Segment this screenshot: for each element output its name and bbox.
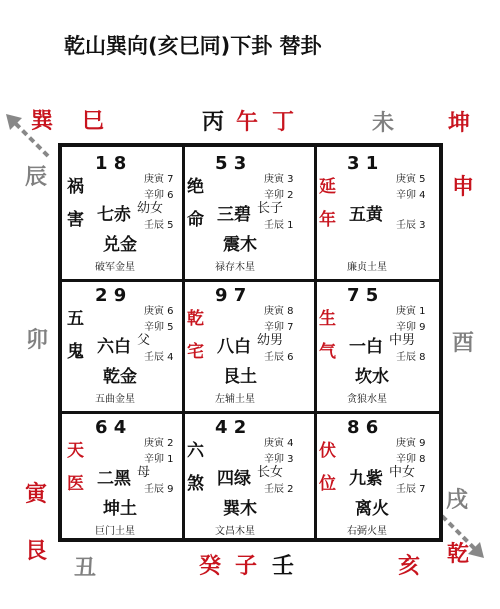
palace-numbers: 9 7 <box>215 285 247 306</box>
palace-numbers: 2 9 <box>95 285 127 306</box>
palace-label-top: 生 <box>319 309 336 329</box>
label-gui: 癸 <box>199 554 222 579</box>
row-xinmao: 辛卯 7 <box>264 322 294 333</box>
row-renchen: 壬辰 8 <box>396 352 426 363</box>
label-shen: 申 <box>452 175 475 200</box>
star-name: 廉贞土星 <box>347 262 387 273</box>
star-name: 五曲金星 <box>95 394 135 405</box>
label-ren: 壬 <box>272 554 295 579</box>
row-xinmao: 辛卯 4 <box>396 190 426 201</box>
row-xinmao: 辛卯 8 <box>396 454 426 465</box>
star-name: 文昌木星 <box>215 526 255 537</box>
palace-label-bottom: 鬼 <box>67 342 84 362</box>
palace-label-top: 六 <box>187 441 204 461</box>
palace-label-bottom: 害 <box>67 210 84 230</box>
palace-cell-e <box>315 279 433 407</box>
family-role: 母 <box>137 465 151 480</box>
family-role: 中女 <box>389 465 416 480</box>
palace-label-top: 绝 <box>187 177 204 197</box>
label-chou: 丑 <box>74 556 97 581</box>
palace-star: 三碧 <box>217 205 251 225</box>
palace-label-top: 祸 <box>67 177 84 197</box>
star-name: 贪狼水星 <box>347 394 387 405</box>
palace-label-bottom: 年 <box>319 210 336 230</box>
label-hai: 亥 <box>398 554 421 579</box>
family-role: 幼男 <box>257 333 284 348</box>
row-xinmao: 辛卯 5 <box>144 322 174 333</box>
palace-numbers: 4 2 <box>215 417 247 438</box>
palace-numbers: 5 3 <box>215 153 247 174</box>
star-name: 破军金星 <box>95 262 135 273</box>
palace-label-bottom: 宅 <box>187 342 204 362</box>
palace-star: 一白 <box>349 337 383 357</box>
palace-cell-ne <box>315 147 433 275</box>
row-gengyin: 庚寅 2 <box>144 438 174 449</box>
label-xun: 巽 <box>31 109 54 134</box>
palace-label-bottom: 命 <box>187 210 204 230</box>
palace-star: 二黑 <box>97 469 131 489</box>
star-name: 右弼火星 <box>347 526 387 537</box>
row-gengyin: 庚寅 3 <box>264 174 294 185</box>
palace-star: 九紫 <box>349 469 383 489</box>
palace-star: 四绿 <box>217 469 251 489</box>
row-gengyin: 庚寅 7 <box>144 174 174 185</box>
row-renchen: 壬辰 1 <box>264 220 294 231</box>
palace-trigram: 兑金 <box>103 235 137 255</box>
palace-cell-center <box>183 279 301 407</box>
palace-star: 五黄 <box>349 205 383 225</box>
label-ding: 丁 <box>272 110 295 135</box>
family-role: 中男 <box>389 333 416 348</box>
palace-trigram: 巽木 <box>223 499 257 519</box>
palace-label-bottom: 医 <box>67 474 84 494</box>
family-role: 幼女 <box>137 201 164 216</box>
palace-trigram: 坎水 <box>355 367 389 387</box>
row-xinmao: 辛卯 9 <box>396 322 426 333</box>
palace-star: 六白 <box>97 337 131 357</box>
label-kun: 坤 <box>448 111 471 136</box>
family-role: 长女 <box>257 465 284 480</box>
row-xinmao: 辛卯 2 <box>264 190 294 201</box>
row-renchen: 壬辰 6 <box>264 352 294 363</box>
row-xinmao: 辛卯 6 <box>144 190 174 201</box>
row-xinmao: 辛卯 3 <box>264 454 294 465</box>
palace-trigram: 艮土 <box>223 367 257 387</box>
family-role: 长子 <box>257 201 284 216</box>
row-gengyin: 庚寅 9 <box>396 438 426 449</box>
label-zi: 子 <box>235 554 258 579</box>
palace-trigram: 乾金 <box>103 367 137 387</box>
label-mao: 卯 <box>26 328 49 353</box>
label-chen: 辰 <box>25 165 48 190</box>
palace-label-bottom: 煞 <box>187 474 204 494</box>
palace-label-bottom: 气 <box>319 342 336 362</box>
palace-numbers: 1 8 <box>95 153 127 174</box>
palace-cell-w <box>63 279 181 407</box>
label-gen: 艮 <box>25 539 48 564</box>
label-si: 巳 <box>82 109 105 134</box>
row-renchen: 壬辰 9 <box>144 484 174 495</box>
palace-star: 八白 <box>217 337 251 357</box>
row-gengyin: 庚寅 6 <box>144 306 174 317</box>
arrow-northwest-icon <box>0 108 60 168</box>
palace-cell-sw <box>63 411 181 539</box>
palace-trigram: 离火 <box>355 499 389 519</box>
palace-numbers: 7 5 <box>347 285 379 306</box>
palace-numbers: 3 1 <box>347 153 379 174</box>
row-gengyin: 庚寅 4 <box>264 438 294 449</box>
label-wu: 午 <box>236 110 259 135</box>
palace-trigram: 坤土 <box>103 499 137 519</box>
row-gengyin: 庚寅 5 <box>396 174 426 185</box>
palace-cell-s <box>183 411 301 539</box>
arrow-southeast-icon <box>438 512 498 572</box>
label-qian: 乾 <box>447 542 470 567</box>
row-gengyin: 庚寅 1 <box>396 306 426 317</box>
label-wei: 未 <box>372 111 395 136</box>
row-renchen: 壬辰 7 <box>396 484 426 495</box>
row-renchen: 壬辰 3 <box>396 220 426 231</box>
label-bing: 丙 <box>202 110 225 135</box>
family-role: 父 <box>137 333 151 348</box>
palace-label-top: 伏 <box>319 441 336 461</box>
palace-cell-nw <box>63 147 181 275</box>
star-name: 禄存木星 <box>215 262 255 273</box>
row-renchen: 壬辰 2 <box>264 484 294 495</box>
star-name: 左辅土星 <box>215 394 255 405</box>
label-you: 酉 <box>452 331 475 356</box>
palace-label-bottom: 位 <box>319 474 336 494</box>
row-renchen: 壬辰 5 <box>144 220 174 231</box>
palace-numbers: 8 6 <box>347 417 379 438</box>
star-name: 巨门土星 <box>95 526 135 537</box>
row-gengyin: 庚寅 8 <box>264 306 294 317</box>
label-yin: 寅 <box>25 482 48 507</box>
row-xinmao: 辛卯 1 <box>144 454 174 465</box>
label-xu: 戌 <box>446 488 469 513</box>
palace-star: 七赤 <box>97 205 131 225</box>
palace-label-top: 天 <box>67 441 84 461</box>
palace-label-top: 乾 <box>187 309 204 329</box>
palace-trigram: 震木 <box>223 235 257 255</box>
chart-title: 乾山巽向(亥巳同)下卦 替卦 <box>64 34 322 58</box>
palace-cell-n <box>183 147 301 275</box>
palace-label-top: 延 <box>319 177 336 197</box>
row-renchen: 壬辰 4 <box>144 352 174 363</box>
palace-numbers: 6 4 <box>95 417 127 438</box>
palace-cell-se <box>315 411 433 539</box>
palace-label-top: 五 <box>67 309 84 329</box>
